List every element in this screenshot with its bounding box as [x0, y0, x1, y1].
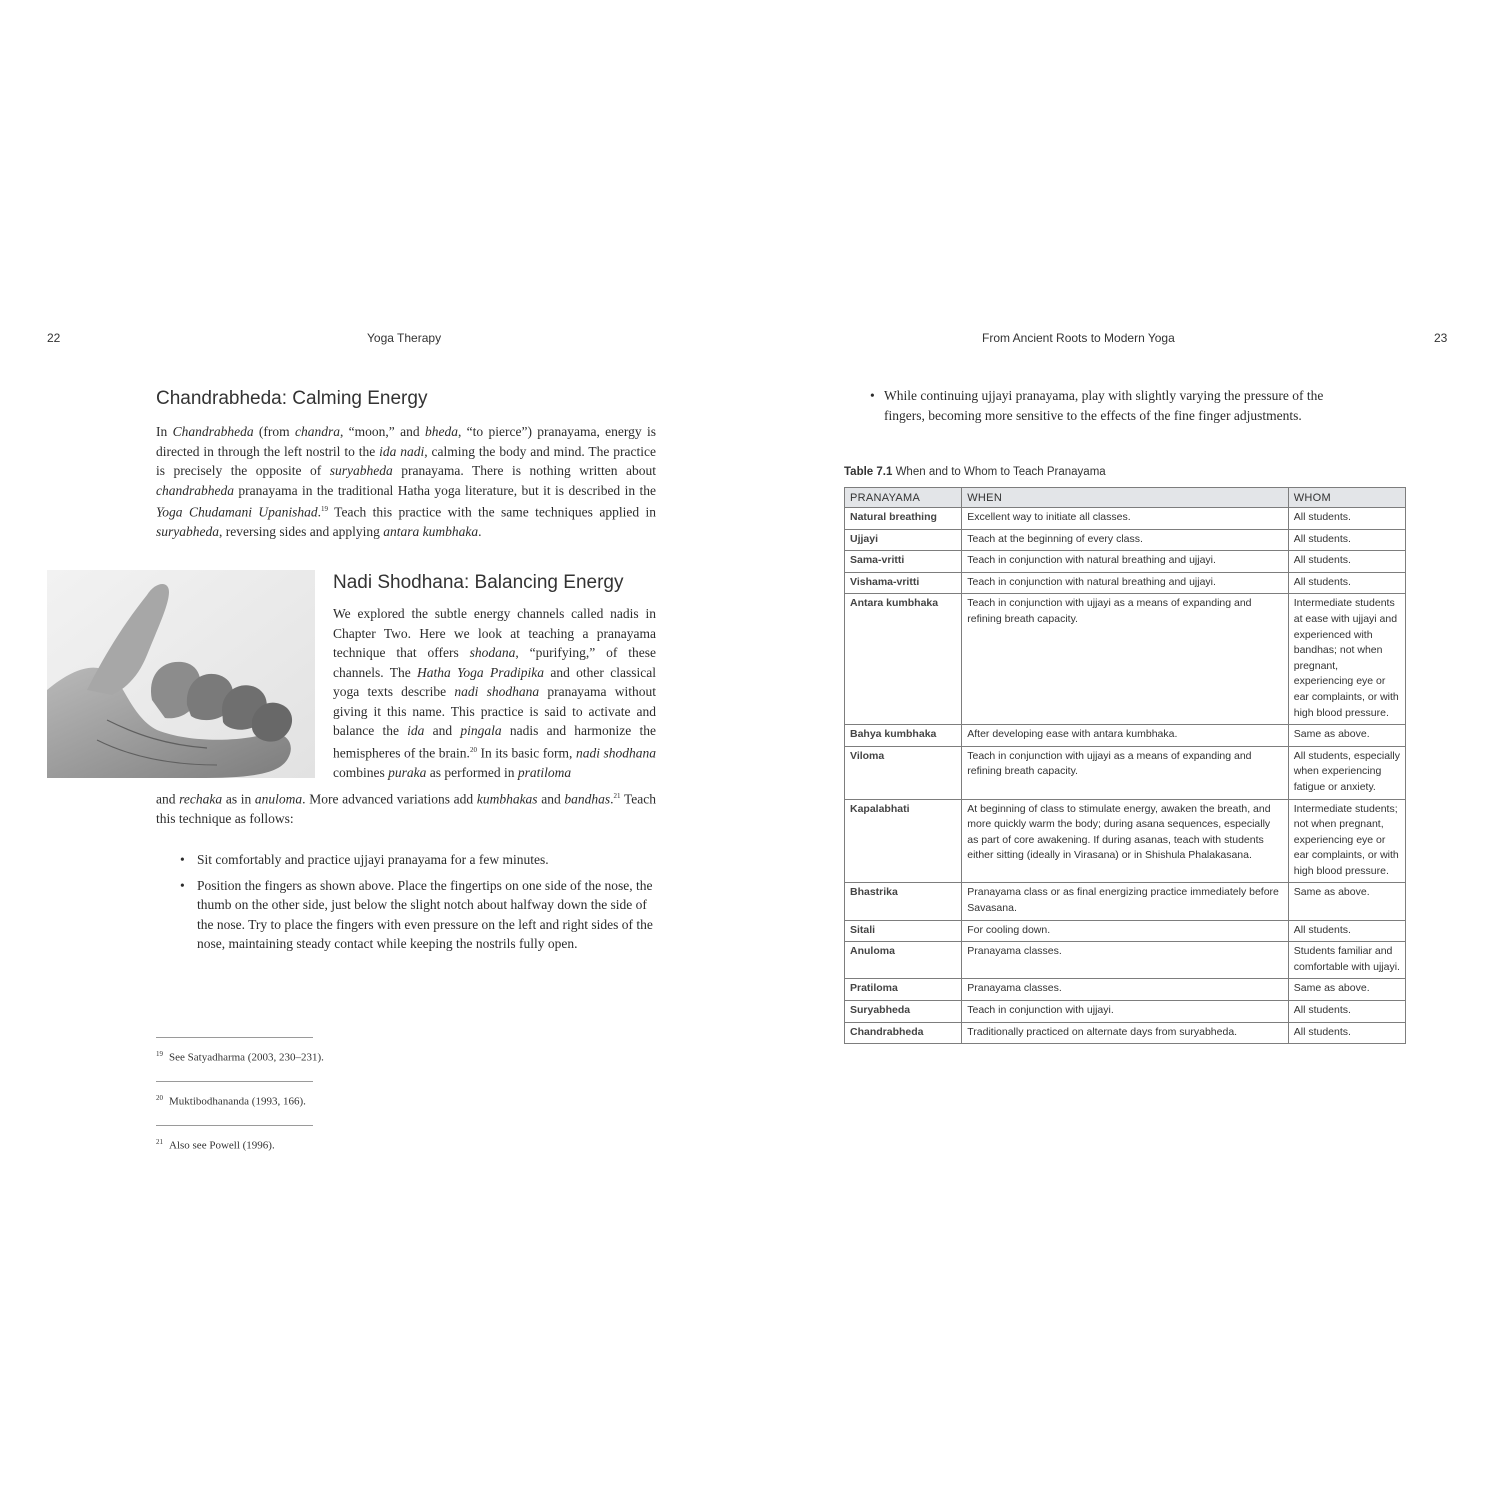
column-header-when: WHEN	[962, 488, 1288, 508]
cell-whom: Students familiar and comfortable with ujjayi.	[1288, 942, 1405, 979]
cell-whom: All students.	[1288, 1001, 1405, 1023]
cell-pranayama: Antara kumbhaka	[845, 594, 962, 725]
section-heading-chandrabheda: Chandrabheda: Calming Energy	[156, 388, 428, 409]
cell-whom: Same as above.	[1288, 883, 1405, 920]
cell-when: Teach in conjunction with ujjayi as a means of expanding and refining breath capacity.	[962, 594, 1288, 725]
cell-pranayama: Natural breathing	[845, 508, 962, 530]
cell-pranayama: Chandrabheda	[845, 1022, 962, 1044]
cell-when: Teach in conjunction with natural breathing and ujjayi.	[962, 572, 1288, 594]
table-row	[845, 1001, 1406, 1023]
right-running-head: From Ancient Roots to Modern Yoga	[982, 331, 1175, 345]
pranayama-table	[844, 487, 1406, 1044]
cell-whom: Intermediate students at ease with ujjayi and experienced with bandhas; not when pregnant, experiencing eye or ear complaints, or with high blood pressure.	[1288, 594, 1405, 725]
cell-when: After developing ease with antara kumbhaka.	[962, 725, 1288, 747]
cell-when: Teach in conjunction with natural breathing and ujjayi.	[962, 551, 1288, 573]
cell-whom: All students.	[1288, 551, 1405, 573]
right-page-number: 23	[1434, 331, 1448, 345]
column-header-whom: WHOM	[1288, 488, 1405, 508]
cell-pranayama: Sama-vritti	[845, 551, 962, 573]
nadi-shodhana-paragraph-top: We explored the subtle energy channels called nadis in Chapter Two. Here we look at teaching a pranayama technique that offers shodana, “purifying,” of these channels. The Hatha Yoga Pradipika and other classical yoga texts describe nadi shodhana pranayama without giving it this name. This practice is said to activate and balance the ida and pingala nadis and harmonize the hemispheres of the brain.$^{20}$ In its basic form, nadi shodhana combines puraka as performed in pratiloma	[333, 606, 657, 780]
table-row	[845, 746, 1406, 799]
cell-when: For cooling down.	[962, 920, 1288, 942]
cell-pranayama: Sitali	[845, 920, 962, 942]
left-page-number: 22	[47, 331, 61, 345]
cell-whom: All students.	[1288, 1022, 1405, 1044]
table-row	[845, 883, 1406, 920]
table-header-row	[845, 488, 1406, 508]
cell-whom: All students, especially when experiencing fatigue or anxiety.	[1288, 746, 1405, 799]
cell-whom: All students.	[1288, 529, 1405, 551]
table-row	[845, 508, 1406, 530]
nadi-shodhana-paragraph-bottom: and rechaka as in anuloma. More advanced variations add kumbhakas and bandhas.$^{21}$ Teach this technique as follows:	[156, 791, 657, 826]
table-row	[845, 725, 1406, 747]
nadi-shodhana-steps	[156, 850, 656, 960]
list-item: • Position the fingers as shown above. Place the fingertips on one side of the nose, the thumb on the other side, just below the slight notch about halfway down the side of the nose. Try to place the fingers with even pressure on the left and right sides of the nose, maintaining steady contact while keeping the nostrils fully open.	[156, 876, 656, 954]
cell-pranayama: Anuloma	[845, 942, 962, 979]
cell-when: Teach in conjunction with ujjayi.	[962, 1001, 1288, 1023]
cell-pranayama: Bahya kumbhaka	[845, 725, 962, 747]
footnote-divider	[156, 1125, 313, 1126]
cell-when: Pranayama classes.	[962, 942, 1288, 979]
table-row	[845, 799, 1406, 883]
cell-pranayama: Pratiloma	[845, 979, 962, 1001]
cell-whom: Same as above.	[1288, 725, 1405, 747]
table-row	[845, 572, 1406, 594]
footnote-divider	[156, 1037, 313, 1038]
cell-pranayama: Viloma	[845, 746, 962, 799]
list-item: • Sit comfortably and practice ujjayi pranayama for a few minutes.	[156, 850, 656, 870]
footnote-19: $^{19}$ See Satyadharma (2003, 230–231).	[156, 1050, 324, 1064]
left-running-head: Yoga Therapy	[367, 331, 442, 345]
cell-whom: All students.	[1288, 920, 1405, 942]
table-row	[845, 529, 1406, 551]
list-item: • While continuing ujjayi pranayama, play with slightly varying the pressure of the fingers, becoming more sensitive to the effects of the fine finger adjustments.	[844, 386, 1344, 425]
table-row	[845, 1022, 1406, 1044]
table-row	[845, 551, 1406, 573]
cell-pranayama: Bhastrika	[845, 883, 962, 920]
cell-when: Pranayama class or as final energizing practice immediately before Savasana.	[962, 883, 1288, 920]
table-caption: Table 7.1 When and to Whom to Teach Pranayama	[844, 466, 1106, 478]
cell-whom: All students.	[1288, 572, 1405, 594]
cell-when: At beginning of class to stimulate energy, awaken the breath, and more quickly warm the body; during asana sequences, especially as part of core awakening. If during asanas, teach with students either sitting (ideally in Virasana) or in Shishula Phalakasana.	[962, 799, 1288, 883]
cell-whom: Intermediate students; not when pregnant, experiencing eye or ear complaints, or with high blood pressure.	[1288, 799, 1405, 883]
footnote-20: $^{20}$ Muktibodhananda (1993, 166).	[156, 1094, 306, 1108]
nadi-shodhana-column	[333, 570, 656, 782]
cell-when: Excellent way to initiate all classes.	[962, 508, 1288, 530]
cell-pranayama: Ujjayi	[845, 529, 962, 551]
continued-steps	[844, 386, 1344, 425]
cell-when: Teach in conjunction with ujjayi as a means of expanding and refining breath capacity.	[962, 746, 1288, 799]
section-heading-nadi-shodhana: Nadi Shodhana: Balancing Energy	[333, 572, 624, 593]
table-row	[845, 942, 1406, 979]
cell-pranayama: Suryabheda	[845, 1001, 962, 1023]
cell-when: Teach at the beginning of every class.	[962, 529, 1288, 551]
cell-pranayama: Vishama-vritti	[845, 572, 962, 594]
cell-whom: Same as above.	[1288, 979, 1405, 1001]
table-row	[845, 594, 1406, 725]
chandrabheda-paragraph: In Chandrabheda (from chandra, “moon,” and bheda, “to pierce”) pranayama, energy is directed in through the left nostril to the ida nadi, calming the body and mind. The practice is precisely the opposite of suryabheda pranayama. There is nothing written about chandrabheda pranayama in the traditional Hatha yoga literature, but it is described in the Yoga Chudamani Upanishad.$^{19}$ Teach this practice with the same techniques applied in suryabheda, reversing sides and applying antara kumbhaka.	[156, 424, 656, 539]
cell-when: Traditionally practiced on alternate days from suryabheda.	[962, 1022, 1288, 1044]
footnote-21: $^{21}$ Also see Powell (1996).	[156, 1138, 275, 1152]
table-row	[845, 920, 1406, 942]
hand-mudra-photo	[47, 570, 315, 778]
cell-pranayama: Kapalabhati	[845, 799, 962, 883]
hand-mudra-illustration	[47, 570, 315, 778]
cell-whom: All students.	[1288, 508, 1405, 530]
footnote-divider	[156, 1081, 313, 1082]
table-row	[845, 979, 1406, 1001]
column-header-pranayama: PRANAYAMA	[845, 488, 962, 508]
cell-when: Pranayama classes.	[962, 979, 1288, 1001]
